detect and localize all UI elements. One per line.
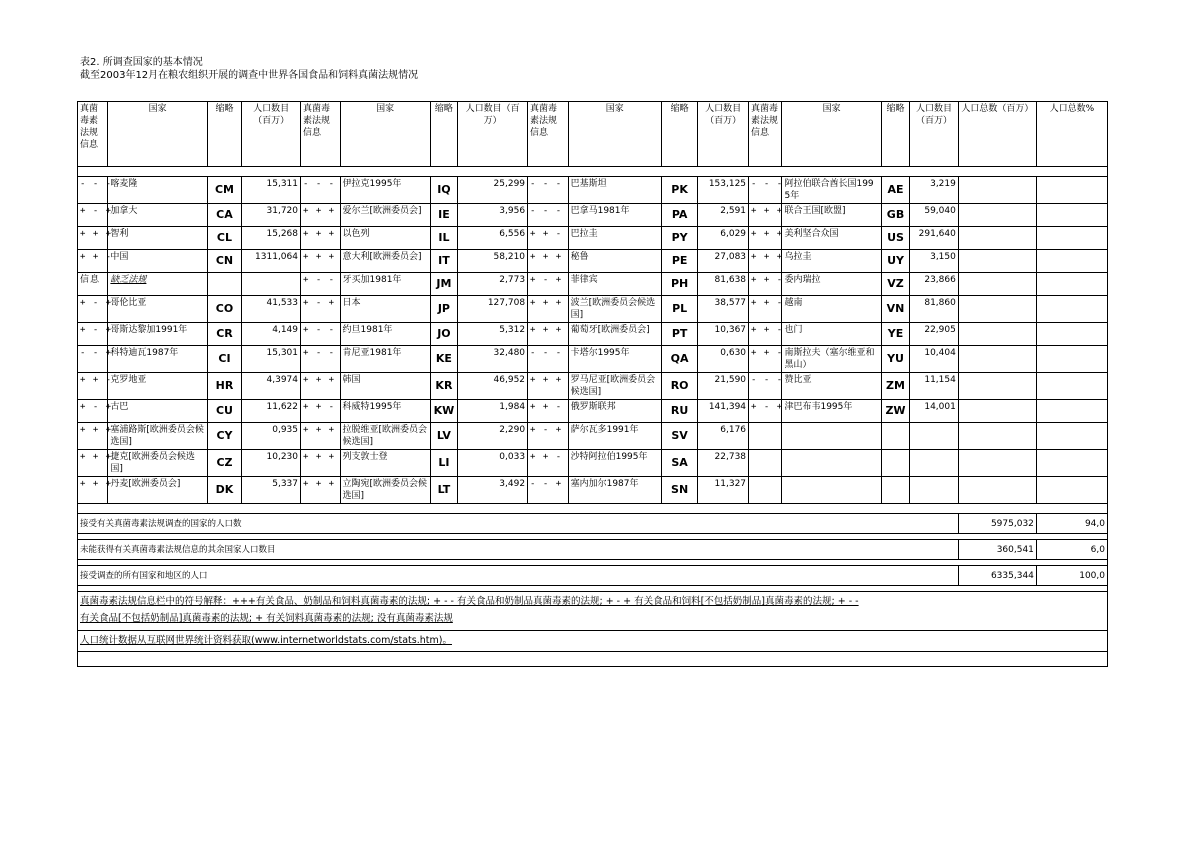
population-value: 23,866 [910,273,959,296]
legend-note [78,592,1108,631]
country-code: CN [207,250,241,273]
population-value: 4,149 [242,323,301,346]
population-value [242,273,301,296]
population-value: 10,367 [698,323,749,346]
country-code: CL [207,227,241,250]
country-code: US [881,227,909,250]
country-name: 古巴 [108,400,207,423]
regulation-symbol: + + + [78,227,108,250]
country-code: LV [430,423,457,450]
population-value: 21,590 [698,373,749,400]
total-pop-cell [958,477,1036,504]
country-code: CZ [207,450,241,477]
country-name: 伊拉克1995年 [340,177,430,204]
header-country: 国家 [568,102,661,167]
country-name: 巴拿马1981年 [568,204,661,227]
population-value: 22,738 [698,450,749,477]
country-code: KW [430,400,457,423]
population-value: 0,033 [458,450,528,477]
source-row [78,631,1108,652]
country-name: 以色列 [340,227,430,250]
header-info: 真菌毒素法规信息 [301,102,341,167]
population-value: 141,394 [698,400,749,423]
country-name: 加拿大 [108,204,207,227]
country-code: IQ [430,177,457,204]
country-code: SV [661,423,697,450]
regulation-symbol: + + - [301,400,341,423]
population-value: 15,268 [242,227,301,250]
country-name: 塞内加尔1987年 [568,477,661,504]
population-value: 11,154 [910,373,959,400]
regulation-symbol: + - + [78,323,108,346]
population-value: 11,622 [242,400,301,423]
legend-note-row [78,592,1108,631]
country-name: 越南 [782,296,881,323]
total-pop-cell [958,373,1036,400]
country-name: 津巴布韦1995年 [782,400,881,423]
header-total-pop: 人口总数（百万） [958,102,1036,167]
total-pop-cell [958,296,1036,323]
population-value: 291,640 [910,227,959,250]
spacer-row [78,167,1108,177]
regulation-symbol: 信息 [78,273,108,296]
header-info: 真菌毒素法规信息 [749,102,782,167]
regulation-symbol: + + + [301,204,341,227]
total-pct-cell [1036,273,1107,296]
country-name: 缺乏法规 [108,273,207,296]
population-value: 3,219 [910,177,959,204]
country-name [782,477,881,504]
population-value: 32,480 [458,346,528,373]
country-name: 阿拉伯联合酋长国1995年 [782,177,881,204]
total-pop-cell [958,204,1036,227]
total-pct-cell [1036,423,1107,450]
header-abbr: 缩略 [207,102,241,167]
regulation-symbol [749,450,782,477]
country-code: PK [661,177,697,204]
population-value: 5,337 [242,477,301,504]
population-value: 31,720 [242,204,301,227]
country-name: 中国 [108,250,207,273]
summary-label: 接受调查的所有国家和地区的人口 [78,566,959,586]
population-value: 2,591 [698,204,749,227]
country-code: HR [207,373,241,400]
regulation-symbol: + + + [528,296,569,323]
country-code: PT [661,323,697,346]
country-code: ZM [881,373,909,400]
country-name: 爱尔兰[欧洲委员会] [340,204,430,227]
country-code: CU [207,400,241,423]
country-name: 赞比亚 [782,373,881,400]
country-code: CR [207,323,241,346]
population-value: 38,577 [698,296,749,323]
country-code: LI [430,450,457,477]
summary-row [78,540,1108,560]
regulation-symbol: - - - [528,346,569,373]
total-pct-cell [1036,477,1107,504]
country-name: 波兰[欧洲委员会候选国] [568,296,661,323]
regulation-symbol: + - - [301,346,341,373]
country-name: 捷克[欧洲委员会候选国] [108,450,207,477]
total-pct-cell [1036,204,1107,227]
country-code: PH [661,273,697,296]
population-value: 22,905 [910,323,959,346]
population-value: 15,311 [242,177,301,204]
total-pop-cell [958,346,1036,373]
regulation-symbol [749,423,782,450]
spacer-row [78,504,1108,514]
country-name: 拉脱维亚[欧洲委员会候选国] [340,423,430,450]
country-name: 美利坚合众国 [782,227,881,250]
table-subtitle: 截至2003年12月在粮农组织开展的调查中世界各国食品和饲料真菌法规情况 [80,70,419,81]
total-pct-cell [1036,323,1107,346]
end-row [78,652,1108,667]
country-code: PE [661,250,697,273]
population-value: 81,860 [910,296,959,323]
country-name [782,450,881,477]
population-value: 15,301 [242,346,301,373]
regulation-symbol: + + + [301,227,341,250]
total-pop-cell [958,250,1036,273]
regulation-symbol: + + - [749,296,782,323]
population-value: 10,404 [910,346,959,373]
header-country: 国家 [782,102,881,167]
country-code: IT [430,250,457,273]
population-value: 46,952 [458,373,528,400]
legend-note-line2: 有关食品[不包括奶制品]真菌毒素的法规; + 有关饲料真菌毒素的法规; 没有真菌毒素法规 [80,613,453,624]
population-value: 2,290 [458,423,528,450]
population-value [910,477,959,504]
population-value: 5,312 [458,323,528,346]
total-pct-cell [1036,373,1107,400]
regulation-symbol: - - - [301,177,341,204]
regulation-symbol: + - + [528,423,569,450]
legend-note-line1: 真菌毒素法规信息栏中的符号解释：+++有关食品、奶制品和饲料真菌毒素的法规; + - - 有关食品和奶制品真菌毒素的法规; + - + 有关食品和饲料[不包括奶制品]真菌毒素的法规; + - - [80,596,859,607]
country-name: 科特迪瓦1987年 [108,346,207,373]
regulation-symbol: + + + [749,204,782,227]
table-caption: 表2. 所调查国家的基本情况 [80,57,203,68]
regulation-symbol: + + + [749,227,782,250]
population-value: 6,556 [458,227,528,250]
summary-percent: 6,0 [1036,540,1107,560]
country-code: CO [207,296,241,323]
header-abbr: 缩略 [881,102,909,167]
country-name: 联合王国[欧盟] [782,204,881,227]
summary-total: 6335,344 [958,566,1036,586]
country-name: 科威特1995年 [340,400,430,423]
country-code: CM [207,177,241,204]
country-code: VN [881,296,909,323]
country-code: ZW [881,400,909,423]
regulation-symbol: + + - [78,373,108,400]
table-row [78,204,1108,227]
population-value: 153,125 [698,177,749,204]
table-row [78,346,1108,373]
summary-row [78,514,1108,534]
regulation-symbol: - - - [528,204,569,227]
population-value [910,423,959,450]
country-code: JP [430,296,457,323]
regulation-symbol: - - + [78,346,108,373]
regulation-symbol: + + + [528,323,569,346]
country-name: 巴基斯坦 [568,177,661,204]
summary-total: 360,541 [958,540,1036,560]
summary-label: 接受有关真菌毒素法规调查的国家的人口数 [78,514,959,534]
total-pop-cell [958,323,1036,346]
country-code [881,450,909,477]
header-abbr: 缩略 [430,102,457,167]
country-name: 也门 [782,323,881,346]
country-name: 韩国 [340,373,430,400]
population-value: 0,630 [698,346,749,373]
country-code: UY [881,250,909,273]
header-row [78,102,1108,167]
total-pct-cell [1036,450,1107,477]
table-row [78,273,1108,296]
header-info: 真菌毒素法规信息 [528,102,569,167]
country-code: RU [661,400,697,423]
regulation-symbol: + + + [749,250,782,273]
summary-total: 5975,032 [958,514,1036,534]
regulation-symbol: + - + [78,296,108,323]
population-value: 0,935 [242,423,301,450]
country-name: 塞浦路斯[欧洲委员会候选国] [108,423,207,450]
country-name: 肯尼亚1981年 [340,346,430,373]
country-code: KE [430,346,457,373]
country-code: IE [430,204,457,227]
source-text: 人口统计数据从互联网世界统计资料获取(www.internetworldstats.com/stats.htm)。 [80,635,452,646]
country-code: YU [881,346,909,373]
regulation-symbol: + + + [528,373,569,400]
country-code: AE [881,177,909,204]
source-note [78,631,1108,652]
country-code: JM [430,273,457,296]
table-row [78,400,1108,423]
population-value: 58,210 [458,250,528,273]
country-code [881,477,909,504]
header-country: 国家 [340,102,430,167]
regulation-symbol: + - + [78,400,108,423]
country-name: 萨尔瓦多1991年 [568,423,661,450]
country-name: 沙特阿拉伯1995年 [568,450,661,477]
table-row [78,450,1108,477]
regulation-symbol: + + - [528,400,569,423]
summary-row [78,566,1108,586]
regulation-symbol: + - + [301,296,341,323]
country-name: 卡塔尔1995年 [568,346,661,373]
summary-percent: 100,0 [1036,566,1107,586]
regulation-symbol: + + + [528,250,569,273]
total-pop-cell [958,400,1036,423]
regulation-symbol: + + - [749,346,782,373]
country-name: 丹麦[欧洲委员会] [108,477,207,504]
regulation-symbol: - - + [528,477,569,504]
regulation-symbol: - - - [78,177,108,204]
population-value: 127,708 [458,296,528,323]
country-code: GB [881,204,909,227]
regulation-symbol: + + - [749,273,782,296]
population-value: 10,230 [242,450,301,477]
header-pop: 人口数目（百万） [458,102,528,167]
header-country: 国家 [108,102,207,167]
total-pct-cell [1036,227,1107,250]
regulation-symbol [749,477,782,504]
country-code: DK [207,477,241,504]
population-value: 4,3974 [242,373,301,400]
regulation-symbol: + - + [528,273,569,296]
country-code: JO [430,323,457,346]
table-row [78,423,1108,450]
total-pct-cell [1036,296,1107,323]
country-name: 意大利[欧洲委员会] [340,250,430,273]
country-code: RO [661,373,697,400]
country-name: 喀麦隆 [108,177,207,204]
header-pop: 人口数目（百万） [910,102,959,167]
population-value: 6,029 [698,227,749,250]
total-pop-cell [958,450,1036,477]
country-name: 罗马尼亚[欧洲委员会候选国] [568,373,661,400]
population-value: 41,533 [242,296,301,323]
population-value: 3,492 [458,477,528,504]
country-name: 哥斯达黎加1991年 [108,323,207,346]
country-name: 俄罗斯联邦 [568,400,661,423]
regulation-symbol: + - + [78,204,108,227]
regulation-symbol: - - - [749,177,782,204]
population-value: 25,299 [458,177,528,204]
country-code: KR [430,373,457,400]
country-code [207,273,241,296]
regulation-symbol: + + - [528,227,569,250]
country-name: 南斯拉夫（塞尔维亚和黑山） [782,346,881,373]
total-pct-cell [1036,346,1107,373]
table-row [78,177,1108,204]
population-value: 11,327 [698,477,749,504]
country-name: 菲律宾 [568,273,661,296]
total-pop-cell [958,227,1036,250]
country-name: 智利 [108,227,207,250]
country-code: VZ [881,273,909,296]
population-value [910,450,959,477]
total-pop-cell [958,273,1036,296]
population-value: 59,040 [910,204,959,227]
population-value: 1311,064 [242,250,301,273]
regulation-symbol: + + + [301,423,341,450]
country-regulation-table [77,101,1108,667]
country-code: CY [207,423,241,450]
regulation-symbol: + + - [78,250,108,273]
regulation-symbol: + + - [528,450,569,477]
country-name [782,423,881,450]
table-row [78,250,1108,273]
country-name: 列支敦士登 [340,450,430,477]
country-name: 秘鲁 [568,250,661,273]
country-name: 牙买加1981年 [340,273,430,296]
country-code: CA [207,204,241,227]
summary-label: 未能获得有关真菌毒素法规信息的其余国家人口数目 [78,540,959,560]
country-name: 巴拉圭 [568,227,661,250]
country-name: 立陶宛[欧洲委员会候选国] [340,477,430,504]
country-name: 乌拉圭 [782,250,881,273]
population-value: 1,984 [458,400,528,423]
total-pct-cell [1036,177,1107,204]
header-abbr: 缩略 [661,102,697,167]
header-total-pct: 人口总数% [1036,102,1107,167]
population-value: 81,638 [698,273,749,296]
header-pop: 人口数目（百万） [698,102,749,167]
regulation-symbol: + + - [749,323,782,346]
regulation-symbol: + + + [78,477,108,504]
country-name: 葡萄牙[欧洲委员会] [568,323,661,346]
population-value: 2,773 [458,273,528,296]
population-value: 6,176 [698,423,749,450]
country-code: PY [661,227,697,250]
country-code: PA [661,204,697,227]
country-code: SA [661,450,697,477]
population-value: 3,956 [458,204,528,227]
regulation-symbol: + - - [301,323,341,346]
country-code: SN [661,477,697,504]
table-row [78,227,1108,250]
table-row [78,477,1108,504]
country-name: 克罗地亚 [108,373,207,400]
regulation-symbol: + + + [301,450,341,477]
country-name: 日本 [340,296,430,323]
country-name: 委内瑞拉 [782,273,881,296]
country-code: CI [207,346,241,373]
total-pct-cell [1036,250,1107,273]
total-pop-cell [958,423,1036,450]
regulation-symbol: + + + [301,373,341,400]
regulation-symbol: + + + [301,250,341,273]
regulation-symbol: - - - [528,177,569,204]
country-code: LT [430,477,457,504]
country-name: 约旦1981年 [340,323,430,346]
header-pop: 人口数目（百万） [242,102,301,167]
country-code: YE [881,323,909,346]
country-code: IL [430,227,457,250]
total-pop-cell [958,177,1036,204]
regulation-symbol: + + + [78,450,108,477]
regulation-symbol: + - - [301,273,341,296]
table-row [78,323,1108,346]
regulation-symbol: + - + [749,400,782,423]
regulation-symbol: - - - [749,373,782,400]
table-row [78,296,1108,323]
country-name: 哥伦比亚 [108,296,207,323]
population-value: 27,083 [698,250,749,273]
population-value: 3,150 [910,250,959,273]
summary-percent: 94,0 [1036,514,1107,534]
table-row [78,373,1108,400]
population-value: 14,001 [910,400,959,423]
country-code: QA [661,346,697,373]
header-info: 真菌毒素法规信息 [78,102,108,167]
country-code [881,423,909,450]
country-code: PL [661,296,697,323]
total-pct-cell [1036,400,1107,423]
regulation-symbol: + + + [301,477,341,504]
regulation-symbol: + + + [78,423,108,450]
